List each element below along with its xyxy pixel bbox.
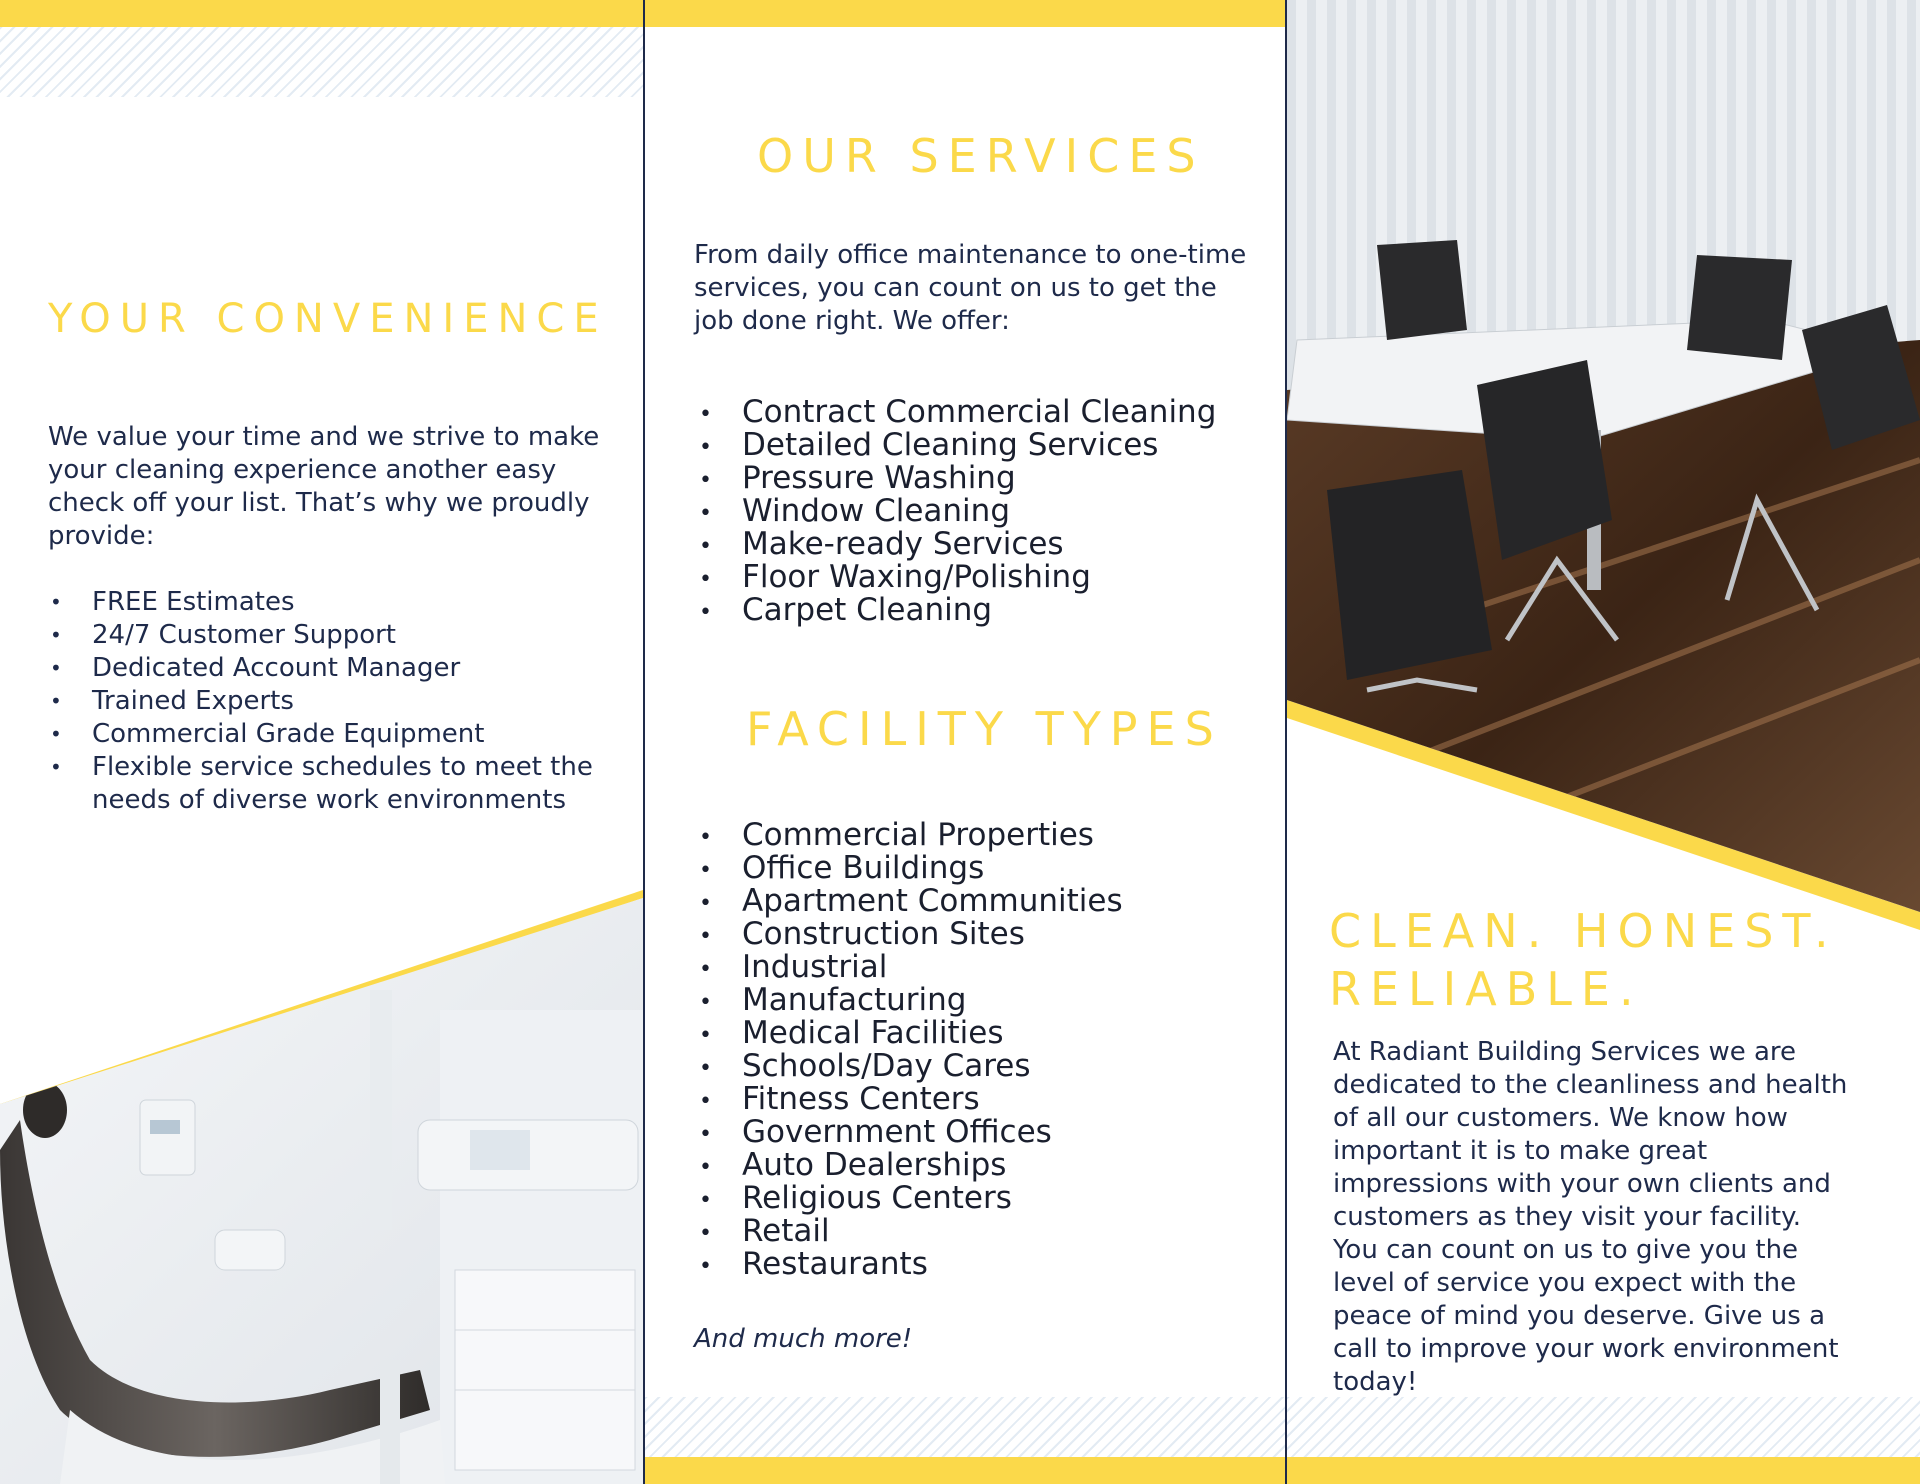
bottom-yellow-bar — [1287, 1457, 1920, 1484]
list-item: • Pressure Washing — [694, 462, 1254, 495]
list-item: • Auto Dealerships — [694, 1149, 1254, 1182]
list-item: • Dedicated Account Manager — [48, 652, 608, 685]
bottom-yellow-bar — [645, 1457, 1285, 1484]
list-item: • Window Cleaning — [694, 495, 1254, 528]
services-intro: From daily office maintenance to one-time services, you can count on us to get the job done right. We offer: — [694, 240, 1247, 336]
bottom-stripe-band — [645, 1397, 1285, 1457]
heading-line-2: RELIABLE. — [1329, 962, 1643, 1016]
middle-panel — [645, 0, 1285, 1484]
list-item: • Contract Commercial Cleaning — [694, 396, 1254, 429]
list-item: • Commercial Properties — [694, 819, 1254, 852]
top-stripe-band — [0, 27, 643, 97]
list-item: • Restaurants — [694, 1248, 1254, 1281]
list-item: • Industrial — [694, 951, 1254, 984]
bottom-stripe-band — [1287, 1397, 1920, 1457]
list-item: • Flexible service schedules to meet the needs of diverse work environments — [48, 751, 608, 817]
list-item: • Make-ready Services — [694, 528, 1254, 561]
convenience-list — [48, 586, 608, 817]
clean-honest-reliable-heading — [1329, 902, 1838, 1018]
convenience-heading: YOUR CONVENIENCE — [48, 296, 608, 342]
about-body-text: At Radiant Building Services we are dedicated to the cleanliness and health of all our customers. We know how important it is to make great impressions with your own clients and customers as they visit your facility. You can count on us to give you the level of service you expect with the peace of mind you deserve. Give us a call to improve your work environment today! — [1333, 1037, 1848, 1397]
list-item: • FREE Estimates — [48, 586, 608, 619]
services-list — [694, 396, 1254, 627]
convenience-intro: We value your time and we strive to make your cleaning experience another easy check off your list. That’s why we proudly provide: — [48, 422, 600, 551]
and-much-more-text: And much more! — [694, 1324, 913, 1354]
list-item: • Medical Facilities — [694, 1017, 1254, 1050]
facility-types-list — [694, 819, 1254, 1281]
heading-line-1: CLEAN. HONEST. — [1329, 904, 1838, 958]
list-item: • Apartment Communities — [694, 885, 1254, 918]
list-item: • Fitness Centers — [694, 1083, 1254, 1116]
list-item: • Detailed Cleaning Services — [694, 429, 1254, 462]
list-item: • Government Offices — [694, 1116, 1254, 1149]
list-item: • Commercial Grade Equipment — [48, 718, 608, 751]
list-item: • Manufacturing — [694, 984, 1254, 1017]
list-item: • Schools/Day Cares — [694, 1050, 1254, 1083]
top-yellow-bar — [0, 0, 643, 27]
list-item: • Floor Waxing/Polishing — [694, 561, 1254, 594]
dental-office-photo — [0, 890, 643, 1484]
facility-types-heading: FACILITY TYPES — [746, 702, 1223, 756]
list-item: • 24/7 Customer Support — [48, 619, 608, 652]
list-item: • Carpet Cleaning — [694, 594, 1254, 627]
list-item: • Retail — [694, 1215, 1254, 1248]
left-panel — [0, 0, 643, 1484]
services-heading: OUR SERVICES — [757, 129, 1205, 183]
list-item: • Construction Sites — [694, 918, 1254, 951]
right-panel — [1287, 0, 1920, 1484]
conference-room-photo — [1287, 0, 1920, 930]
top-yellow-bar — [645, 0, 1285, 27]
list-item: • Office Buildings — [694, 852, 1254, 885]
list-item: • Trained Experts — [48, 685, 608, 718]
list-item: • Religious Centers — [694, 1182, 1254, 1215]
